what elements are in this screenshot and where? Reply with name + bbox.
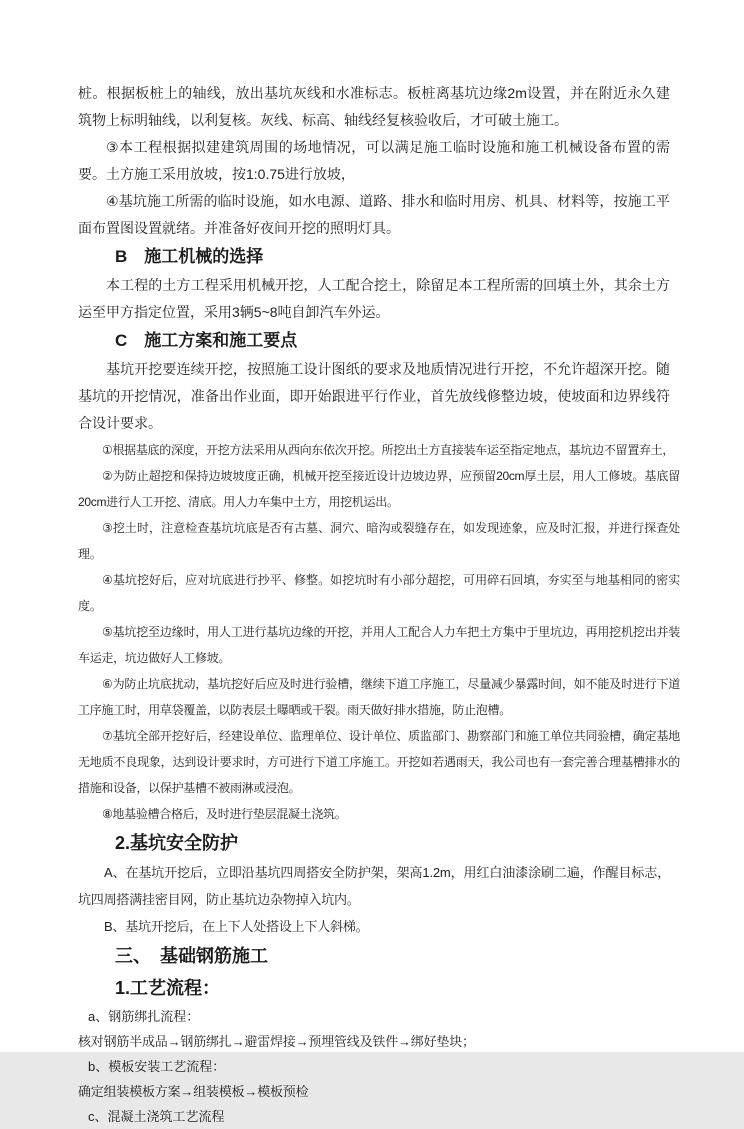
list-item: c、混凝土浇筑工艺流程 [88, 1109, 225, 1124]
paragraph: 基坑开挖要连续开挖，按照施工设计图纸的要求及地质情况进行开挖，不允许超深开挖。随基坑的开挖情况，准备出作业面，即开始跟进平行作业，首先放线修整边坡，使坡面和边界线符合设计要求。 [78, 361, 670, 431]
numbered-item: ④基坑挖好后，应对坑底进行抄平、修整。如挖坑时有小部分超挖，可用碎石回填，夯实至与地基相同的密实度。 [78, 573, 680, 613]
paragraph: ④基坑施工所需的临时设施，如水电源、道路、排水和临时用房、机具、材料等，按施工平面布置图设置就绪。并准备好夜间开挖的照明灯具。 [78, 193, 670, 236]
list-item: a、钢筋绑扎流程： [88, 1009, 200, 1024]
paragraph: ③本工程根据拟建建筑周围的场地情况，可以满足施工临时设施和施工机械设备布置的需要。土方施工采用放坡，按1:0.75进行放坡， [78, 139, 670, 182]
sub-heading: B 施工机械的选择 [115, 247, 264, 266]
paragraph-continuation: 桩。根据板桩上的轴线，放出基坑灰线和水准标志。板桩离基坑边缘2m设置，并在附近永久建筑物上标明轴线，以利复核。灰线、标高、轴线经复核验收后，才可破土施工。 [78, 85, 670, 128]
section-heading: 1.工艺流程： [115, 978, 221, 998]
numbered-item: ⑦基坑全部开挖好后，经建设单位、监理单位、设计单位、质监部门、勘察部门和施工单位共同验槽，确定基地无地质不良现象，达到设计要求时，方可进行下道工序施工。开挖如若遇雨天，我公司也有一套完善合理基槽排水的措施和设备，以保护基槽不被雨淋或浸泡。 [78, 729, 680, 795]
numbered-item: ①根据基底的深度，开挖方法采用从西向东依次开挖。所挖出土方直接装车运至指定地点，基坑边不留置弃土， [102, 443, 675, 457]
list-item: b、模板安装工艺流程： [88, 1059, 226, 1074]
lettered-item: A、在基坑开挖后，立即沿基坑四周搭安全防护架，架高1.2m，用红白油漆涂刷二遍，作醒目标志，坑四周搭满挂密目网，防止基坑边杂物掉入坑内。 [78, 865, 670, 907]
section-heading: 2.基坑安全防护 [115, 833, 239, 853]
lettered-item: B、基坑开挖后，在上下人处搭设上下人斜梯。 [104, 919, 369, 934]
process-flow-line: 确定组装模板方案→组装模板→模板预检 [78, 1084, 309, 1099]
numbered-item: ⑥为防止坑底扰动，基坑挖好后应及时进行验槽，继续下道工序施工，尽量减少暴露时间，如不能及时进行下道工序施工时，用草袋覆盖，以防表层土曝晒或干裂。雨天做好排水措施，防止泡槽。 [78, 677, 680, 717]
numbered-item: ⑧地基验槽合格后，及时进行垫层混凝土浇筑。 [102, 807, 347, 821]
numbered-item: ②为防止超挖和保持边坡坡度正确，机械开挖至接近设计边坡边界，应预留20cm厚土层，用人工修坡。基底留20cm进行人工开挖、清底。用人力车集中土方，用挖机运出。 [78, 469, 680, 509]
section-heading: 三、 基础钢筋施工 [115, 946, 268, 966]
numbered-item: ⑤基坑挖至边缘时，用人工进行基坑边缘的开挖，并用人工配合人力车把土方集中于里坑边，再用挖机挖出并装车运走，坑边做好人工修坡。 [78, 625, 680, 665]
paragraph: 本工程的土方工程采用机械开挖，人工配合挖土，除留足本工程所需的回填土外，其余土方运至甲方指定位置，采用3辆5~8吨自卸汽车外运。 [78, 277, 670, 320]
sub-heading: C 施工方案和施工要点 [115, 331, 298, 350]
document-body [78, 80, 680, 1129]
numbered-item: ③挖土时，注意检查基坑坑底是否有古墓、洞穴、暗沟或裂缝存在，如发现迹象，应及时汇报，并进行探查处理。 [78, 521, 680, 561]
process-flow-line: 核对钢筋半成品→钢筋绑扎→避雷焊接→预埋管线及铁件→绑好垫块； [78, 1034, 475, 1049]
